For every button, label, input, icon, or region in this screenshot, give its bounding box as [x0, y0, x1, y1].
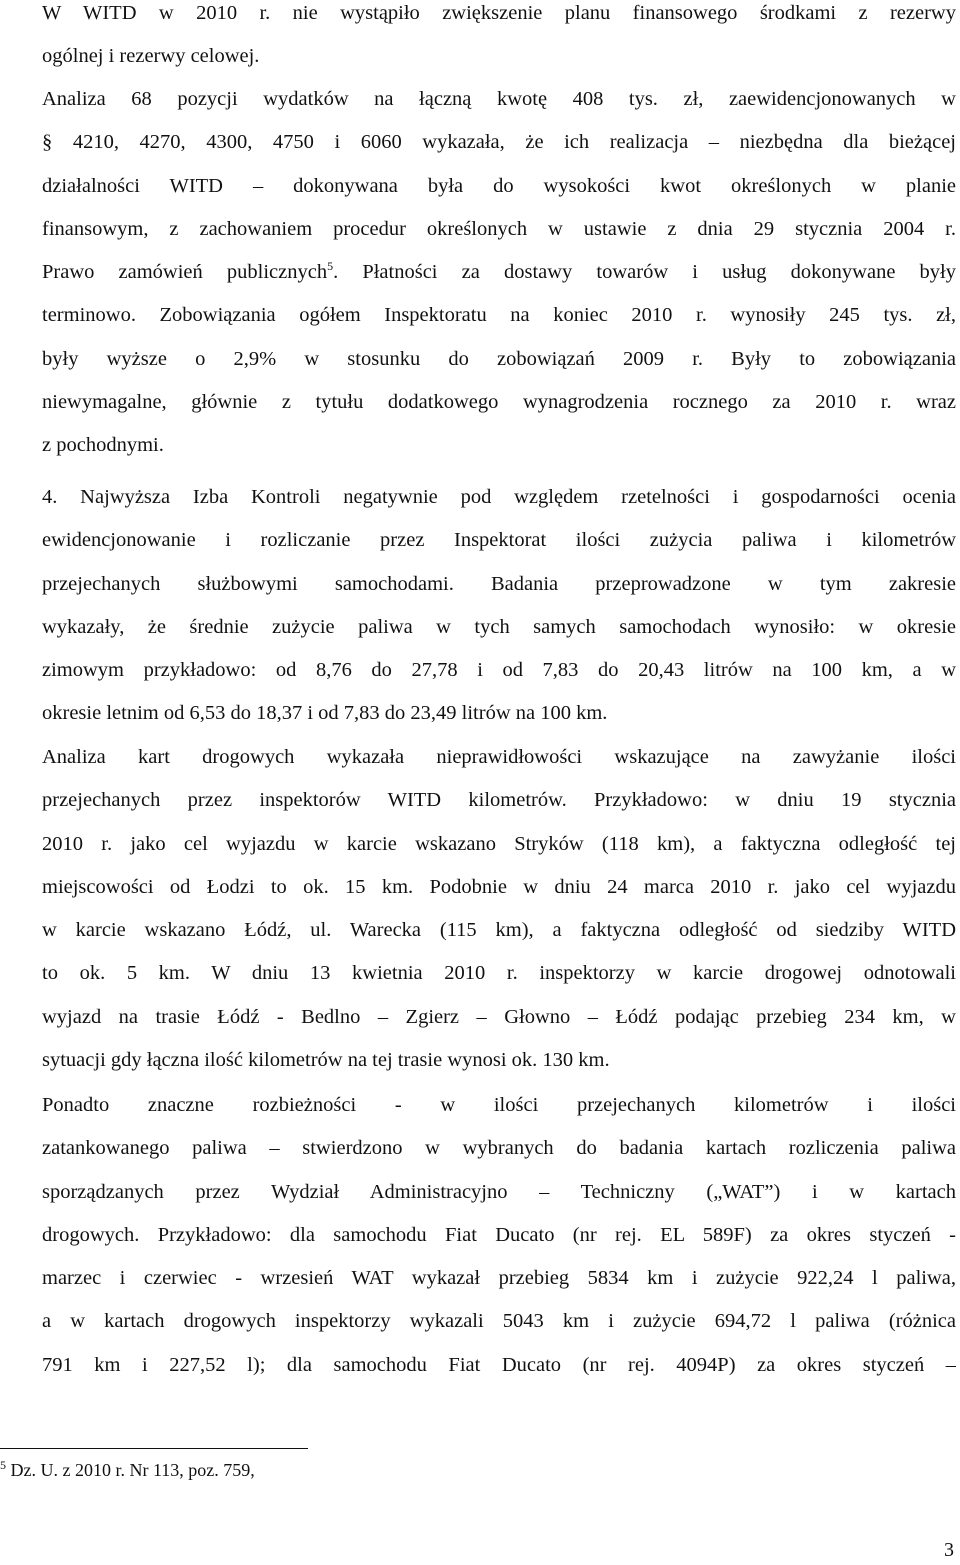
text-line: Analiza kart drogowych wykazała nieprawidłowości wskazujące na zawyżanie ilości: [42, 746, 956, 768]
footnote-separator: [0, 1448, 308, 1449]
text-line: miejscowości od Łodzi to ok. 15 km. Podobnie w dniu 24 marca 2010 r. jako cel wyjazdu: [42, 875, 956, 898]
text-line: 791 km i 227,52 l); dla samochodu Fiat Ducato (nr rej. 4094P) za okres styczeń –: [42, 1353, 956, 1376]
paragraph-discrepancies: [42, 1084, 956, 1387]
text-line-with-footnote-ref: [42, 251, 956, 294]
text-line: z pochodnymi.: [42, 434, 164, 457]
paragraph-reserve-funds: [42, 0, 956, 79]
footnote-text: Dz. U. z 2010 r. Nr 113, poz. 759,: [6, 1460, 255, 1480]
text-line: niewymagalne, głównie z tytułu dodatkowego wynagrodzenia rocznego za 2010 r. wraz: [42, 391, 956, 414]
footnote: [0, 1458, 255, 1482]
text-line: wykazały, że średnie zużycie paliwa w tych samych samochodach wynosiło: w okresie: [42, 615, 956, 638]
text-line: zatankowanego paliwa – stwierdzono w wybranych do badania kartach rozliczenia paliwa: [42, 1137, 956, 1160]
text-line: § 4210, 4270, 4300, 4750 i 6060 wykazała, że ich realizacja – niezbędna dla bieżącej: [42, 131, 956, 154]
text-line: okresie letnim od 6,53 do 18,37 i od 7,83 do 23,49 litrów na 100 km.: [42, 702, 608, 725]
text-segment: Prawo zamówień publicznych: [42, 261, 328, 284]
text-line: sytuacji gdy łączna ilość kilometrów na tej trasie wynosi ok. 130 km.: [42, 1049, 610, 1072]
text-line: a w kartach drogowych inspektorzy wykazali 5043 km i zużycie 694,72 l paliwa (różnica: [42, 1310, 956, 1333]
page-number: 3: [944, 1539, 954, 1561]
text-segment: . Płatności za dostawy towarów i usług dokonywane były: [333, 261, 956, 284]
text-line: finansowym, z zachowaniem procedur określonych w ustawie z dnia 29 stycznia 2004 r.: [42, 217, 956, 240]
footnote-number: 5: [0, 1458, 6, 1472]
text-line: działalności WITD – dokonywana była do wysokości kwot określonych w planie: [42, 174, 956, 197]
text-line: przejechanych służbowymi samochodami. Badania przeprowadzone w tym zakresie: [42, 572, 956, 595]
text-line: sporządzanych przez Wydział Administracyjno – Techniczny („WAT”) i w kartach: [42, 1180, 956, 1203]
paragraph-road-cards: [42, 736, 956, 1082]
text-line: 4. Najwyższa Izba Kontroli negatywnie pod względem rzetelności i gospodarności ocenia: [42, 486, 956, 508]
text-line: przejechanych przez inspektorów WITD kilometrów. Przykładowo: w dniu 19 stycznia: [42, 789, 956, 812]
text-line: terminowo. Zobowiązania ogółem Inspektoratu na koniec 2010 r. wynosiły 245 tys. zł,: [42, 304, 956, 327]
text-line: to ok. 5 km. W dniu 13 kwietnia 2010 r. inspektorzy w karcie drogowej odnotowali: [42, 962, 956, 985]
text-line: ogólnej i rezerwy celowej.: [42, 45, 260, 68]
text-line: drogowych. Przykładowo: dla samochodu Fiat Ducato (nr rej. EL 589F) za okres styczeń -: [42, 1223, 956, 1246]
text-line: ewidencjonowanie i rozliczanie przez Inspektorat ilości zużycia paliwa i kilometrów: [42, 529, 956, 552]
paragraph-point-4: [42, 476, 956, 736]
text-line: wyjazd na trasie Łódź - Bedlno – Zgierz – Głowno – Łódź podając przebieg 234 km, w: [42, 1005, 956, 1028]
paragraph-expense-analysis: [42, 78, 956, 468]
footnote-reference: 5: [327, 259, 334, 274]
text-line: zimowym przykładowo: od 8,76 do 27,78 i od 7,83 do 20,43 litrów na 100 km, a w: [42, 659, 956, 682]
text-line: były wyższe o 2,9% w stosunku do zobowiązań 2009 r. Były to zobowiązania: [42, 347, 956, 370]
text-line: 2010 r. jako cel wyjazdu w karcie wskazano Stryków (118 km), a faktyczna odległość tej: [42, 832, 956, 855]
text-line: marzec i czerwiec - wrzesień WAT wykazał przebieg 5834 km i zużycie 922,24 l paliwa,: [42, 1267, 956, 1290]
text-line: Analiza 68 pozycji wydatków na łączną kwotę 408 tys. zł, zaewidencjonowanych w: [42, 88, 956, 110]
text-line: w karcie wskazano Łódź, ul. Warecka (115 km), a faktyczna odległość od siedziby WITD: [42, 919, 956, 942]
text-line: Ponadto znaczne rozbieżności - w ilości przejechanych kilometrów i ilości: [42, 1094, 956, 1116]
text-line: W WITD w 2010 r. nie wystąpiło zwiększenie planu finansowego środkami z rezerwy: [42, 2, 956, 24]
